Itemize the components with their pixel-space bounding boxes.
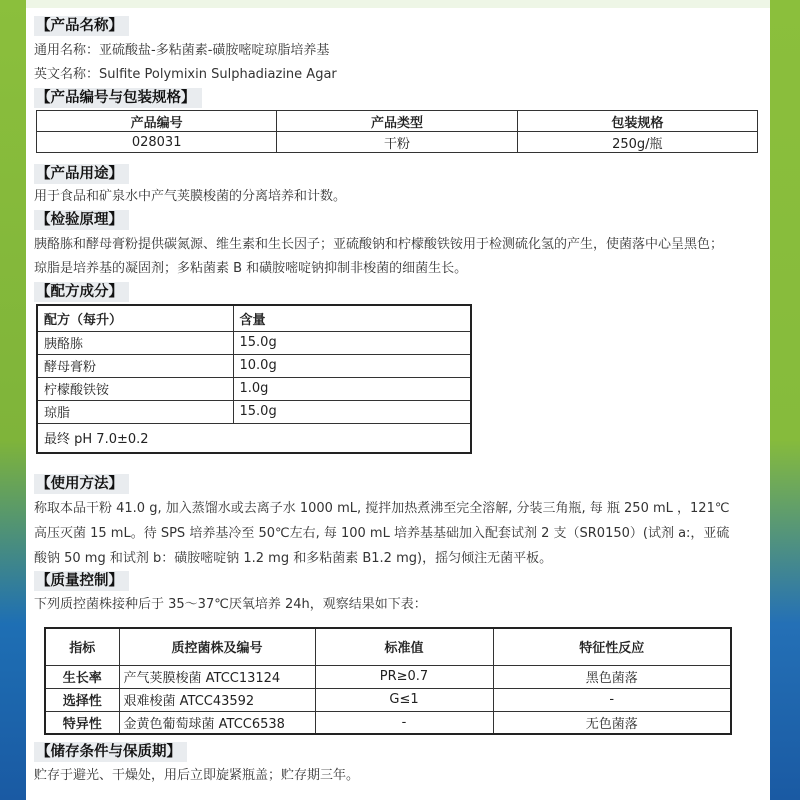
principle-line: 琼脂是培养基的凝固剂；多粘菌素 B 和磺胺嘧啶钠抑制非梭菌的细菌生长。 <box>34 261 468 276</box>
table-header: 产品编号 <box>37 111 277 132</box>
ingredient: 胰酪胨 <box>37 331 233 354</box>
table-row <box>37 132 758 153</box>
principle-line: 胰酪胨和酵母膏粉提供碳氮源、维生素和生长因子；亚硫酸钠和柠檬酸铁铵用于检测硫化氢的产生，使菌落中心呈黑色； <box>34 237 724 252</box>
pack-size: 250g/瓶 <box>517 132 757 153</box>
table-header-row <box>45 628 731 665</box>
qc-standard: PR≥0.7 <box>315 665 493 688</box>
use-text: 用于食品和矿泉水中产气荚膜梭菌的分离培养和计数。 <box>34 189 347 204</box>
table-header: 含量 <box>233 305 471 331</box>
table-row <box>37 400 471 423</box>
qc-strain: 艰难梭菌 ATCC43592 <box>119 688 315 711</box>
amount: 15.0g <box>233 400 471 423</box>
heading-storage: 【储存条件与保质期】 <box>34 742 187 762</box>
table-row <box>37 354 471 377</box>
amount: 15.0g <box>233 331 471 354</box>
qc-intro: 下列质控菌株接种后于 35～37℃厌氧培养 24h，观察结果如下表： <box>34 597 427 612</box>
method-line: 称取本品干粉 41.0 g, 加入蒸馏水或去离子水 1000 mL, 搅拌加热煮沸至完全溶解, 分装三角瓶, 每 瓶 250 mL ，121℃ <box>34 501 730 516</box>
table-header: 特征性反应 <box>493 628 731 665</box>
qc-indicator: 特异性 <box>45 711 119 734</box>
method-line: 高压灭菌 15 mL。待 SPS 培养基冷至 50℃左右, 每 100 mL 培养基基础加入配套试剂 2 支（SR0150）(试剂 a:，亚硫 <box>34 526 730 541</box>
english-name: 英文名称：Sulfite Polymixin Sulphadiazine Agar <box>34 67 337 82</box>
table-row <box>37 377 471 400</box>
table-row <box>37 423 471 453</box>
amount: 10.0g <box>233 354 471 377</box>
qc-reaction: 无色菌落 <box>493 711 731 734</box>
heading-code-pack: 【产品编号与包装规格】 <box>34 88 202 108</box>
right-color-bar <box>770 0 800 800</box>
heading-qc: 【质量控制】 <box>34 571 129 591</box>
heading-method: 【使用方法】 <box>34 474 129 494</box>
heading-product-name: 【产品名称】 <box>34 16 129 36</box>
table-header: 质控菌株及编号 <box>119 628 315 665</box>
qc-reaction: 黑色菌落 <box>493 665 731 688</box>
table-header: 配方（每升） <box>37 305 233 331</box>
qc-strain: 产气荚膜梭菌 ATCC13124 <box>119 665 315 688</box>
table-row <box>45 711 731 734</box>
heading-principle: 【检验原理】 <box>34 210 129 230</box>
storage-text: 贮存于避光、干燥处，用后立即旋紧瓶盖；贮存期三年。 <box>34 768 360 783</box>
table-header-row <box>37 111 758 132</box>
table-header: 包装规格 <box>517 111 757 132</box>
qc-indicator: 生长率 <box>45 665 119 688</box>
product-code: 028031 <box>37 132 277 153</box>
qc-reaction: - <box>493 688 731 711</box>
heading-use: 【产品用途】 <box>34 164 129 184</box>
heading-formula: 【配方成分】 <box>34 282 129 302</box>
table-header-row <box>37 305 471 331</box>
table-row <box>45 688 731 711</box>
method-line: 酸钠 50 mg 和试剂 b：磺胺嘧啶钠 1.2 mg 和多粘菌素 B1.2 mg)，摇匀倾注无菌平板。 <box>34 551 553 566</box>
common-name: 通用名称：亚硫酸盐-多粘菌素-磺胺嘧啶琼脂培养基 <box>34 43 330 58</box>
table-header: 产品类型 <box>277 111 517 132</box>
table-header: 标准值 <box>315 628 493 665</box>
table-row <box>45 665 731 688</box>
ingredient: 柠檬酸铁铵 <box>37 377 233 400</box>
qc-standard: G≤1 <box>315 688 493 711</box>
qc-strain: 金黄色葡萄球菌 ATCC6538 <box>119 711 315 734</box>
formula-table <box>36 304 472 454</box>
qc-indicator: 选择性 <box>45 688 119 711</box>
qc-standard: - <box>315 711 493 734</box>
left-color-bar <box>0 0 26 800</box>
table-header: 指标 <box>45 628 119 665</box>
qc-table <box>44 627 732 735</box>
amount: 1.0g <box>233 377 471 400</box>
table-row <box>37 331 471 354</box>
ingredient: 酵母膏粉 <box>37 354 233 377</box>
pack-table <box>36 110 758 153</box>
product-type: 干粉 <box>277 132 517 153</box>
final-ph: 最终 pH 7.0±0.2 <box>37 423 471 453</box>
ingredient: 琼脂 <box>37 400 233 423</box>
